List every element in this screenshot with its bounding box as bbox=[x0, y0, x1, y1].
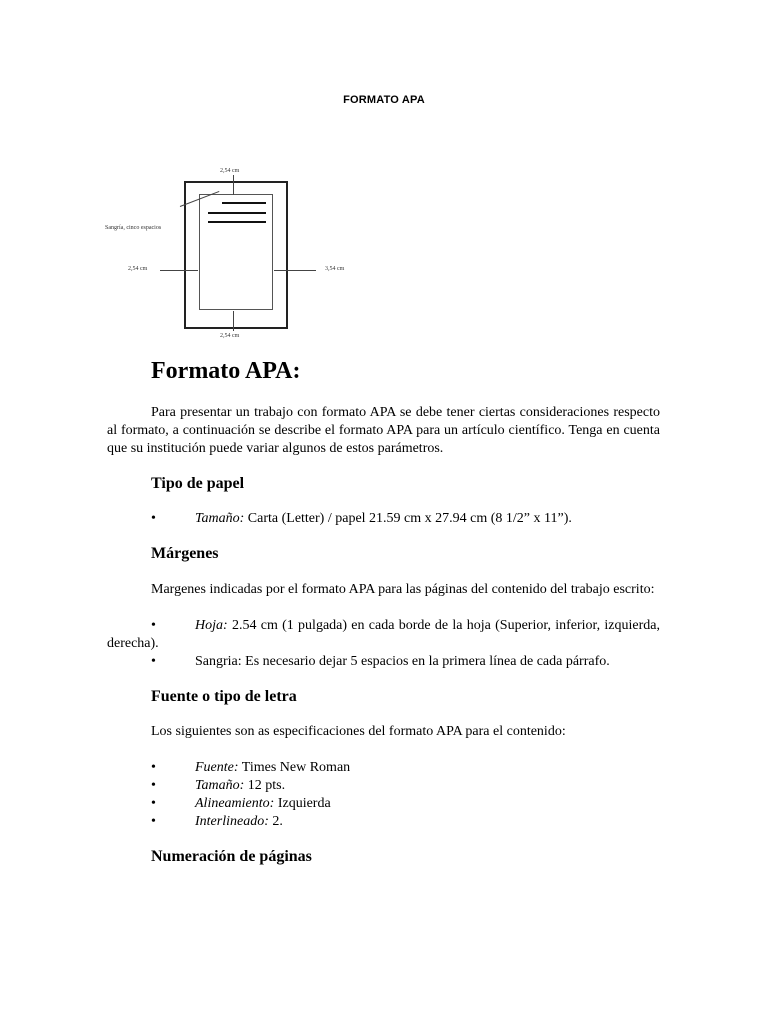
item-key: Interlineado: bbox=[195, 814, 269, 829]
margenes-paragraph: Margenes indicadas por el formato APA para las páginas del contenido del trabajo escrito: bbox=[151, 582, 655, 597]
top-margin-label: 2,54 cm bbox=[220, 168, 240, 174]
fuente-list bbox=[107, 759, 660, 831]
list-item bbox=[107, 653, 660, 671]
list-item bbox=[107, 777, 660, 795]
numeracion-heading: Numeración de páginas bbox=[151, 848, 312, 865]
text-line-2 bbox=[208, 212, 266, 214]
margenes-heading: Márgenes bbox=[151, 545, 219, 562]
fuente-heading: Fuente o tipo de letra bbox=[151, 688, 297, 705]
main-heading: Formato APA: bbox=[151, 358, 301, 384]
item-key: Fuente: bbox=[195, 760, 239, 775]
top-connector bbox=[233, 175, 234, 195]
item-value: 2. bbox=[268, 814, 283, 829]
text-line-1 bbox=[222, 202, 266, 204]
right-connector bbox=[274, 270, 316, 271]
item-key: Tamaño: bbox=[195, 511, 245, 526]
item-value: 2.54 cm (1 pulgada) en cada borde de la hoja (Superior, inferior, izquierda, derecha). bbox=[107, 618, 660, 651]
sangria-label: Sangría, cinco espacios bbox=[105, 225, 162, 231]
fuente-paragraph: Los siguientes son as especificaciones del formato APA para el contenido: bbox=[151, 724, 566, 739]
list-item bbox=[107, 759, 660, 777]
item-value: Izquierda bbox=[274, 796, 331, 811]
list-item bbox=[107, 813, 660, 831]
document-body bbox=[107, 356, 660, 867]
bottom-margin-label: 2,54 cm bbox=[220, 333, 240, 339]
text-line-3 bbox=[208, 221, 266, 223]
list-item bbox=[107, 617, 660, 653]
tipo-papel-list bbox=[107, 510, 660, 528]
bottom-connector bbox=[233, 311, 234, 331]
item-value: Times New Roman bbox=[238, 760, 351, 775]
item-key: Alineamiento: bbox=[195, 796, 275, 811]
left-connector bbox=[160, 270, 198, 271]
intro-paragraph: Para presentar un trabajo con formato APA se debe tener ciertas consideraciones respecto al formato, a continuación se describe el formato APA para un artículo científico. Tenga en cuenta que su institución puede variar algunos de estos parámetros. bbox=[107, 405, 660, 456]
item-value: Carta (Letter) / papel 21.59 cm x 27.94 cm (8 1/2” x 11”). bbox=[244, 511, 572, 526]
tipo-papel-heading: Tipo de papel bbox=[151, 475, 245, 492]
document-title: FORMATO APA bbox=[343, 94, 425, 106]
item-key: Hoja: bbox=[195, 618, 228, 633]
margenes-list bbox=[107, 617, 660, 671]
item-value: 12 pts. bbox=[244, 778, 286, 793]
right-margin-label: 3,54 cm bbox=[325, 266, 345, 272]
list-item bbox=[107, 795, 660, 813]
list-item bbox=[107, 510, 660, 528]
item-value: Sangria: Es necesario dejar 5 espacios en la primera línea de cada párrafo. bbox=[195, 654, 610, 669]
item-key: Tamaño: bbox=[195, 778, 245, 793]
margin-diagram bbox=[104, 166, 356, 342]
left-margin-label: 2,54 cm bbox=[128, 266, 148, 272]
